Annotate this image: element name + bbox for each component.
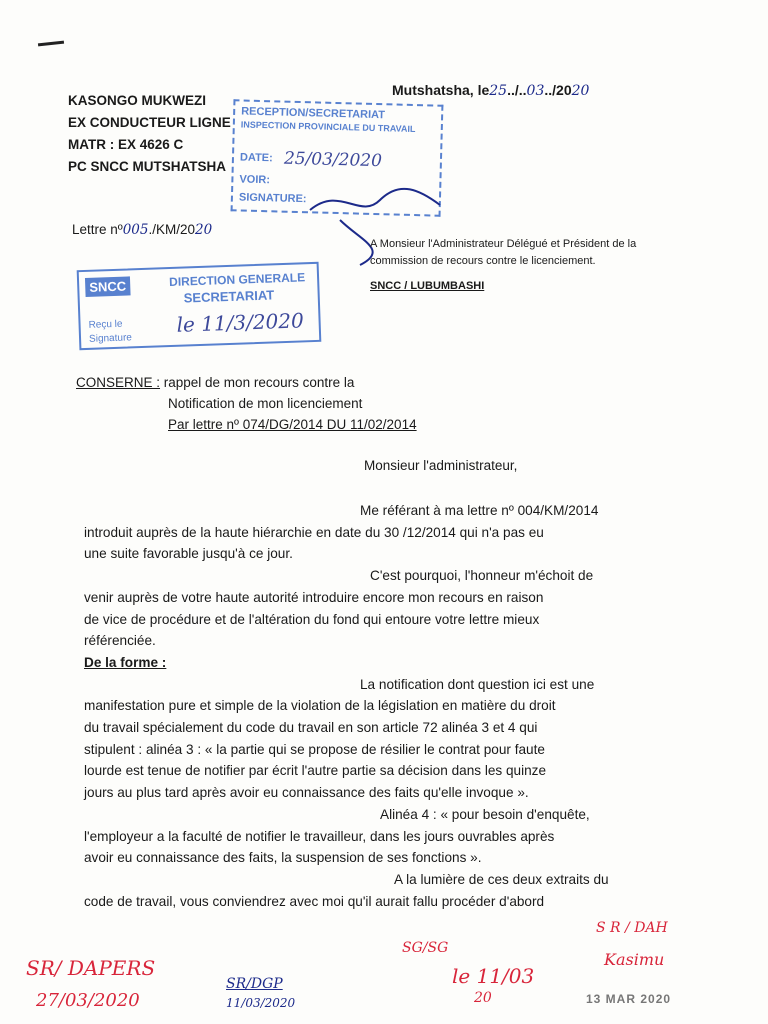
annotation-dgp-date: 11/03/2020 — [226, 996, 296, 1010]
addressee-block — [370, 236, 670, 295]
stamp-reception-signature: SIGNATURE: — [238, 191, 307, 206]
letter-number-prefix: Lettre nº — [72, 222, 123, 237]
stamp-reception-date-label: DATE: — [239, 151, 273, 165]
date-prefix: Mutshatsha, le — [392, 82, 490, 98]
stamp-direction-line2: SECRETARIAT — [183, 287, 275, 306]
body-line: stipulent : alinéa 3 : « la partie qui se propose de résilier le contrat pour faute — [84, 741, 545, 757]
addressee-org: SNCC / LUBUMBASHI — [370, 280, 485, 292]
stamp-direction-recu: Reçu le — [88, 318, 123, 331]
body-line: du travail spécialement du code du travail en son article 72 alinéa 3 et 4 qui — [84, 720, 538, 736]
body-line: manifestation pure et simple de la violation de la législation en matière du droit — [84, 698, 556, 714]
body-line: Me référant à ma lettre nº 004/KM/2014 — [360, 503, 599, 518]
annotation-sg: SG/SG — [402, 940, 449, 956]
sender-block — [68, 90, 231, 178]
sender-matricule: MATR : EX 4626 C — [68, 137, 184, 152]
subject-line3: Par lettre nº 074/DG/2014 DU 11/02/2014 — [168, 417, 417, 432]
stamp-reception-vu: VOIR: — [239, 173, 271, 187]
date-line: Mutshatsha, le25../..03../2020 — [392, 82, 590, 99]
body-line: l'employeur a la faculté de notifier le travailleur, dans les jours ouvrables après — [84, 828, 555, 844]
sender-name: KASONGO MUKWEZI — [68, 93, 206, 108]
letter-number-suffix: ./KM/20 — [148, 222, 196, 237]
subject-block — [76, 372, 417, 435]
body-line: lourde est tenue de notifier par écrit l'autre partie sa décision dans les quinze — [84, 763, 547, 779]
body-line: de vice de procédure et de l'altération du fond qui entoure votre lettre mieux — [84, 611, 540, 627]
annotation-dapers-date: 27/03/2020 — [36, 990, 140, 1011]
direction-stamp — [77, 262, 322, 350]
body-line: jours au plus tard après avoir eu connaissance des faits qu'elle invoque ». — [84, 785, 529, 801]
annotation-dgp: SR/DGP — [226, 976, 283, 992]
date-year: 20 — [571, 83, 590, 99]
letter-number-year: 20 — [195, 222, 213, 238]
annotation-dah: S R / DAH — [596, 920, 668, 936]
body-line: venir auprès de votre haute autorité introduire encore mon recours en raison — [84, 589, 544, 605]
letter-body — [84, 500, 672, 912]
stamp-reception-line1: RECEPTION/SECRETARIAT — [241, 105, 386, 122]
body-line: introduit auprès de la haute hiérarchie en date du 30 /12/2014 qui n'a pas eu — [84, 524, 544, 540]
punch-mark — [38, 41, 64, 47]
stamp-reception-date: 25/03/2020 — [283, 148, 383, 172]
addressee-line: A Monsieur l'Administrateur Délégué et Président de la commission de recours contre le licenciement. — [370, 238, 637, 267]
annotation-sg-date: le 11/03 — [452, 964, 535, 988]
section-heading-forme: De la forme : — [84, 654, 167, 670]
body-line: une suite favorable jusqu'à ce jour. — [84, 546, 293, 562]
stamp-reception-line2: INSPECTION PROVINCIALE DU TRAVAIL — [240, 119, 416, 135]
stamp-direction-sign: Signature — [88, 332, 133, 345]
body-line: Alinéa 4 : « pour besoin d'enquête, — [380, 806, 590, 822]
letter-number — [72, 222, 212, 238]
body-line: référenciée. — [84, 633, 156, 649]
date-day: 25 — [489, 83, 508, 99]
annotation-dah-signature: Kasimu — [604, 950, 665, 969]
annotation-dapers: SR/ DAPERS — [26, 956, 156, 980]
salutation: Monsieur l'administrateur, — [364, 458, 518, 473]
body-line: avoir eu connaissance des faits, la suspension de ses fonctions ». — [84, 850, 482, 866]
body-line: A la lumière de ces deux extraits du — [394, 871, 609, 887]
date-month: 03 — [526, 83, 545, 99]
stamp-direction-date: le 11/3/2020 — [176, 308, 305, 337]
body-line: C'est pourquoi, l'honneur m'échoit de — [370, 568, 594, 584]
subject-label: CONSERNE : — [76, 375, 161, 390]
letter-number-value: 005 — [122, 222, 149, 238]
body-line: code de travail, vous conviendrez avec moi qu'il aurait fallu procéder d'abord — [84, 893, 545, 909]
annotation-sg-year: 20 — [474, 990, 492, 1006]
date-year-prefix: /20 — [552, 82, 572, 98]
sender-title: EX CONDUCTEUR LIGNE — [68, 115, 231, 130]
sender-post: PC SNCC MUTSHATSHA — [68, 159, 226, 174]
subject-line1: rappel de mon recours contre la — [160, 375, 355, 390]
subject-line2: Notification de mon licenciement — [168, 396, 363, 411]
date-stamp: 13 MAR 2020 — [586, 992, 672, 1006]
sncc-logo: SNCC — [85, 276, 130, 297]
stamp-direction-line1: DIRECTION GENERALE — [168, 270, 306, 290]
body-line: La notification dont question ici est une — [360, 676, 595, 692]
